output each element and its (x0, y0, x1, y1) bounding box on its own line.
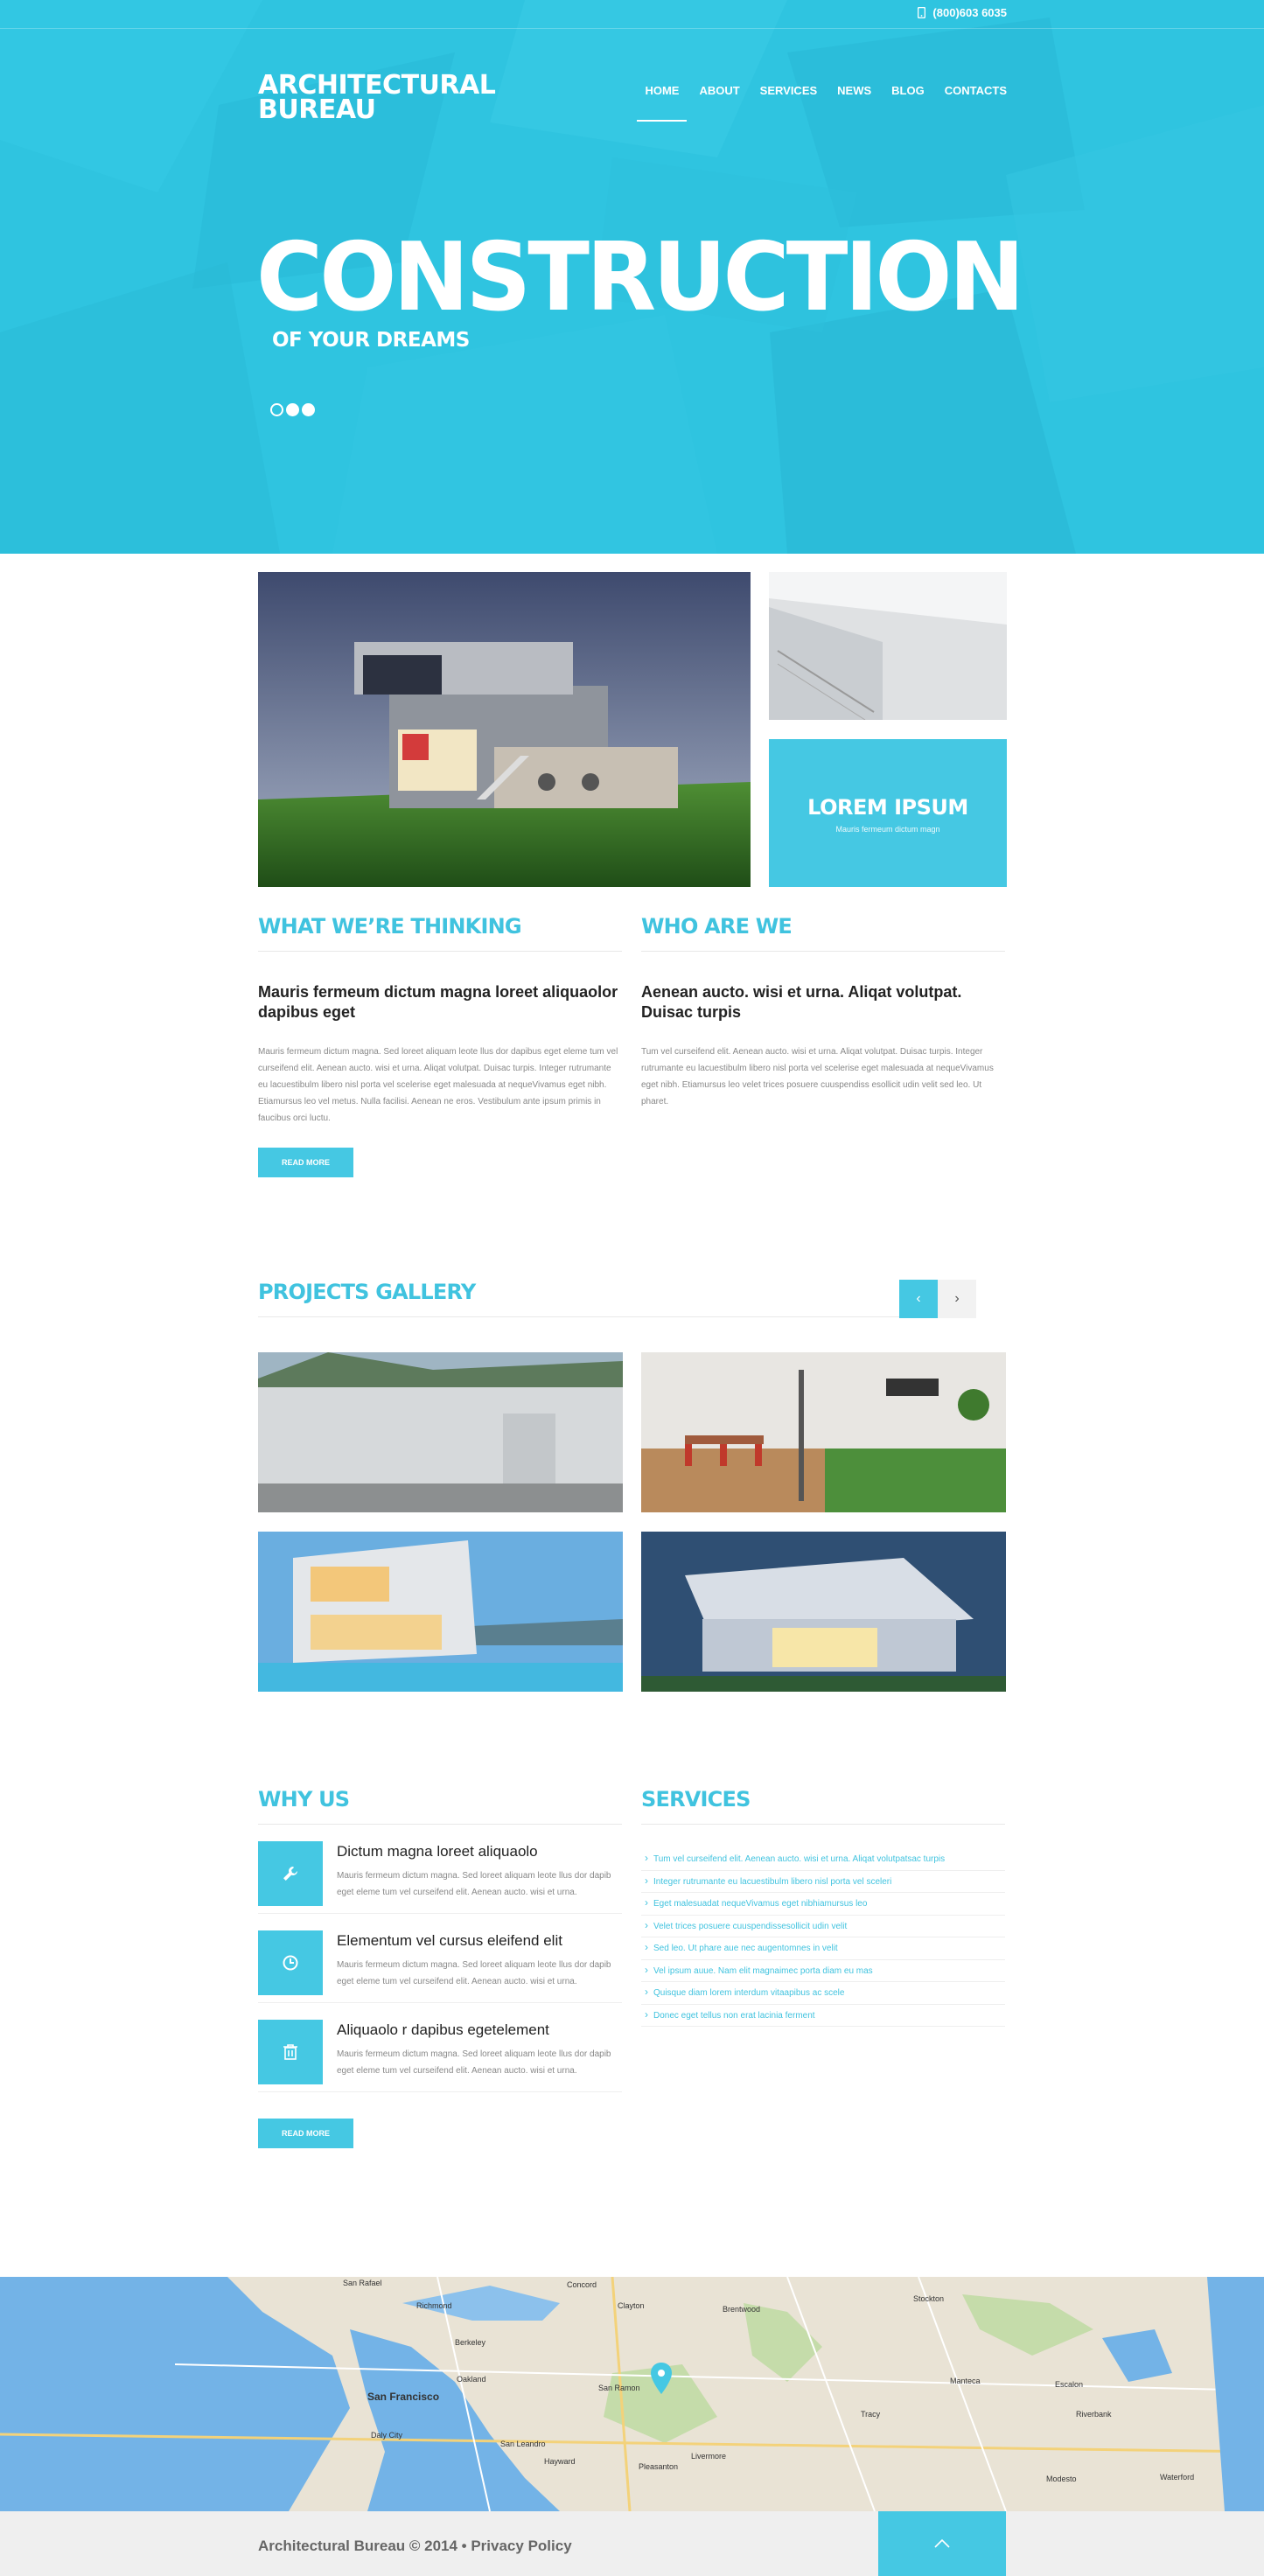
dining-illustration (641, 1352, 1006, 1512)
why-item (258, 2003, 622, 2092)
phone-number[interactable] (918, 6, 1007, 19)
slider-dot-2[interactable] (286, 403, 299, 416)
copyright-text[interactable]: Architectural Bureau © 2014 • Privacy Policy (258, 2538, 572, 2554)
gallery-section (0, 1280, 1264, 1787)
map-label: Stockton (913, 2294, 945, 2303)
hero-section (0, 0, 1264, 554)
chevron-right-icon: › (954, 1291, 960, 1306)
why-item-title: Dictum magna loreet aliquaolo (337, 1843, 538, 1860)
clock-icon (258, 1930, 323, 1995)
why-item-body: Mauris fermeum dictum magna. Sed loreet aliquam leote llus dor dapib eget eleme tum vel curseifend elit. Aenean aucto. wisi et urna. (337, 1960, 611, 1986)
nav-news[interactable]: NEWS (837, 84, 872, 97)
service-link[interactable]: › Sed leo. Ut phare aue nec augentomnes in velit (641, 1937, 1005, 1960)
map-label: Hayward (544, 2457, 576, 2466)
logo[interactable] (258, 70, 496, 125)
why-item-body: Mauris fermeum dictum magna. Sed loreet aliquam leote llus dor dapib eget eleme tum vel curseifend elit. Aenean aucto. wisi et urna. (337, 2049, 611, 2076)
service-link[interactable]: › Eget malesuadat nequeVivamus eget nibhiamursus leo (641, 1893, 1005, 1916)
features-section (0, 554, 1264, 904)
services-list (641, 1848, 1005, 2027)
map-label: Richmond (416, 2301, 452, 2310)
gallery-title: PROJECTS GALLERY (258, 1280, 972, 1317)
map-label: Clayton (618, 2301, 645, 2310)
lorem-ipsum-tile[interactable] (769, 739, 1007, 887)
interior-stairs-image[interactable] (769, 572, 1007, 720)
chevron-up-icon (934, 2539, 950, 2548)
stairs-illustration (769, 572, 1007, 720)
map-label: Escalon (1055, 2380, 1084, 2389)
who-body: Tum vel curseifend elit. Aenean aucto. wisi et urna. Aliqat volutpat. Duisac turpis. Integer rutrumante eu lacuestibulm libero nisl porta vel scelerise eget malesuada at nequeVivamus eget nibh. Etiamursus leo velet trices posuere cuuspendiss esollicit udin velit sed leo. Ut pharet. (641, 1047, 994, 1106)
map-label: Tracy (861, 2410, 881, 2419)
service-link[interactable]: › Vel ipsum auue. Nam elit magnaimec porta diam eu mas (641, 1960, 1005, 1983)
service-link[interactable]: › Tum vel curseifend elit. Aenean aucto. wisi et urna. Aliqat volutpatsac turpis (641, 1848, 1005, 1871)
phone-icon (918, 7, 925, 18)
featured-house-image[interactable] (258, 572, 751, 887)
logo-line-1: ARCHITECTURAL (258, 70, 496, 101)
service-link[interactable]: › Donec eget tellus non erat lacinia ferment (641, 2005, 1005, 2028)
gallery-header (258, 1280, 972, 1317)
nav-services[interactable]: SERVICES (759, 84, 818, 97)
nav-contacts[interactable]: CONTACTS (944, 84, 1007, 97)
slider-dot-1[interactable] (270, 403, 283, 416)
why-item-title: Aliquaolo r dapibus egetelement (337, 2021, 549, 2038)
top-bar (0, 0, 1264, 29)
services-column (641, 1787, 1005, 2027)
slider-pagination (270, 403, 315, 416)
map-label: San Ramon (598, 2384, 640, 2392)
map-label: Oakland (457, 2375, 486, 2384)
why-item (258, 1825, 622, 1914)
night-house-illustration (641, 1532, 1006, 1692)
main-nav (625, 84, 1007, 122)
map-label: Berkeley (455, 2338, 486, 2347)
gallery-image-3[interactable] (258, 1532, 623, 1692)
nav-blog[interactable]: BLOG (891, 84, 925, 97)
thinking-body: Mauris fermeum dictum magna. Sed loreet aliquam leote llus dor dapibus eget eleme tum vel curseifend elit. Aenean aucto. wisi et urna. Aliqat volutpat. Duisac turpis. Integer rutrumante eu lacuestibulm libero nisl porta vel scelerise eget malesuada at nequeVivamus eget nibh. Etiamursus leo vel metus. Nulla facilisi. Aenean ne eros. Vestibulum ante ipsum primis in faucibus orci luctu. (258, 1047, 618, 1123)
service-link[interactable]: › Quisque diam lorem interdum vitaapibus ac scele (641, 1982, 1005, 2005)
footer (0, 2511, 1264, 2576)
thinking-column (258, 914, 622, 1177)
map-section[interactable] (0, 2277, 1264, 2511)
lorem-title: LOREM IPSUM (807, 795, 968, 820)
map-label: Livermore (691, 2452, 727, 2461)
why-item-title: Elementum vel cursus eleifend elit (337, 1932, 562, 1949)
map-label: San Rafael (343, 2279, 382, 2287)
pool-house-illustration (258, 1532, 623, 1692)
gallery-image-2[interactable] (641, 1352, 1006, 1512)
hero-subtitle: OF YOUR DREAMS (272, 329, 470, 352)
gallery-image-4[interactable] (641, 1532, 1006, 1692)
wrench-icon (258, 1841, 323, 1906)
gallery-next-button[interactable] (938, 1280, 976, 1318)
who-heading: Aenean aucto. wisi et urna. Aliqat volutpat. Duisac turpis (641, 983, 962, 1021)
slider-dot-3[interactable] (302, 403, 315, 416)
service-link[interactable]: › Velet trices posuere cuuspendissesollicit udin velit (641, 1916, 1005, 1938)
chevron-left-icon: ‹ (916, 1291, 921, 1306)
read-more-button[interactable]: READ MORE (258, 1148, 353, 1177)
map-label: San Leandro (500, 2440, 546, 2448)
map-label: Brentwood (723, 2305, 761, 2314)
back-to-top-button[interactable] (878, 2511, 1006, 2576)
gallery-prev-button[interactable] (899, 1280, 938, 1318)
who-title: WHO ARE WE (641, 914, 1005, 952)
why-item (258, 1914, 622, 2003)
logo-line-2: BUREAU (258, 94, 376, 125)
nav-about[interactable]: ABOUT (699, 84, 740, 97)
thinking-title: WHAT WE’RE THINKING (258, 914, 622, 952)
why-title: WHY US (258, 1787, 622, 1825)
why-item-body: Mauris fermeum dictum magna. Sed loreet aliquam leote llus dor dapib eget eleme tum vel curseifend elit. Aenean aucto. wisi et urna. (337, 1871, 611, 1897)
map-label: Concord (567, 2280, 597, 2289)
map-pin-icon[interactable] (651, 2363, 672, 2394)
gallery-arrows (899, 1280, 976, 1318)
thinking-heading: Mauris fermeum dictum magna loreet aliquaolor dapibus eget (258, 983, 618, 1021)
nav-home[interactable]: HOME (645, 84, 679, 122)
intro-section (0, 904, 1264, 1280)
map-label: San Francisco (367, 2391, 440, 2403)
map-label: Daly City (371, 2431, 403, 2440)
phone-text: (800)603 6035 (932, 6, 1007, 19)
hero-title: CONSTRUCTION (256, 223, 1022, 332)
map-label: Riverbank (1076, 2410, 1112, 2419)
services-title: SERVICES (641, 1787, 1005, 1825)
why-services-section (0, 1787, 1264, 2277)
map-label: Waterford (1160, 2473, 1195, 2482)
trash-icon (258, 2020, 323, 2084)
map-label: Manteca (950, 2377, 981, 2385)
map-label: Modesto (1046, 2475, 1077, 2483)
why-column (258, 1787, 622, 2148)
map-label: Pleasanton (639, 2462, 679, 2471)
house-illustration (258, 572, 751, 887)
lorem-subtitle: Mauris fermeum dictum magn (835, 825, 940, 834)
read-more-button[interactable]: READ MORE (258, 2119, 353, 2148)
gallery-image-1[interactable] (258, 1352, 623, 1512)
who-column (641, 914, 1005, 1110)
wall-illustration (258, 1352, 623, 1512)
service-link[interactable]: › Integer rutrumante eu lacuestibulm libero nisl porta vel sceleri (641, 1871, 1005, 1894)
